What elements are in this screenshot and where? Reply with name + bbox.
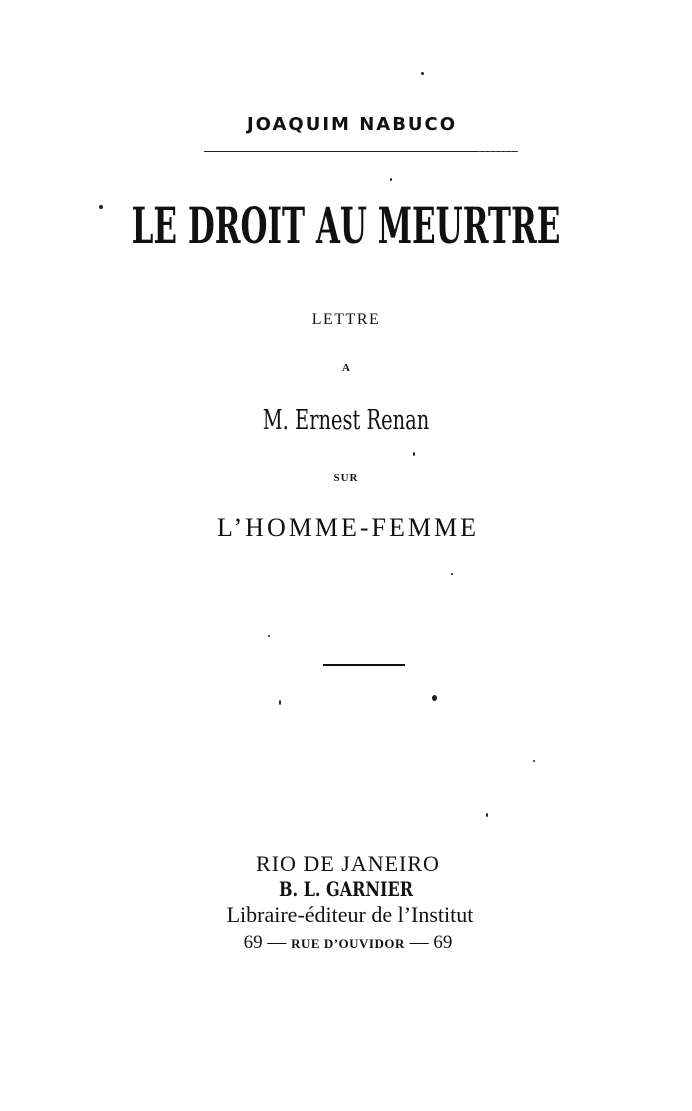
book-title: LE DROIT AU MEURTRE	[131, 196, 561, 255]
top-rule	[204, 151, 518, 152]
imprint-publisher: B. L. GARNIER	[278, 877, 414, 901]
imprint-city: RIO DE JANEIRO	[256, 851, 440, 876]
scan-speck	[486, 813, 488, 817]
scan-speck	[451, 573, 453, 575]
sur-label: SUR	[333, 472, 359, 484]
lettre-label: LETTRE	[311, 311, 381, 328]
recipient-name: M. Ernest Renan	[262, 405, 430, 436]
imprint-address	[2, 932, 692, 954]
address-separator-left: —	[267, 932, 287, 953]
address-number-right: 69	[433, 932, 453, 953]
address-separator-right: —	[409, 932, 429, 953]
scan-speck	[268, 635, 270, 637]
imprint-publisher-description: Libraire-éditeur de l’Institut	[226, 902, 474, 927]
scan-speck	[533, 760, 535, 762]
address-street: RUE D’OUVIDOR	[291, 936, 405, 951]
scan-speck	[279, 700, 281, 705]
scan-speck	[413, 452, 415, 456]
subject-title: L’HOMME-FEMME	[217, 513, 479, 542]
scan-speck	[421, 72, 424, 75]
scan-speck	[432, 695, 437, 701]
middle-rule	[323, 664, 405, 666]
top-rule-dashed-end	[478, 151, 518, 152]
scan-speck	[390, 178, 392, 181]
author-name: JOAQUIM NABUCO	[246, 114, 458, 135]
scan-speck	[99, 205, 103, 209]
a-label: A	[342, 362, 350, 374]
address-number-left: 69	[243, 932, 263, 953]
